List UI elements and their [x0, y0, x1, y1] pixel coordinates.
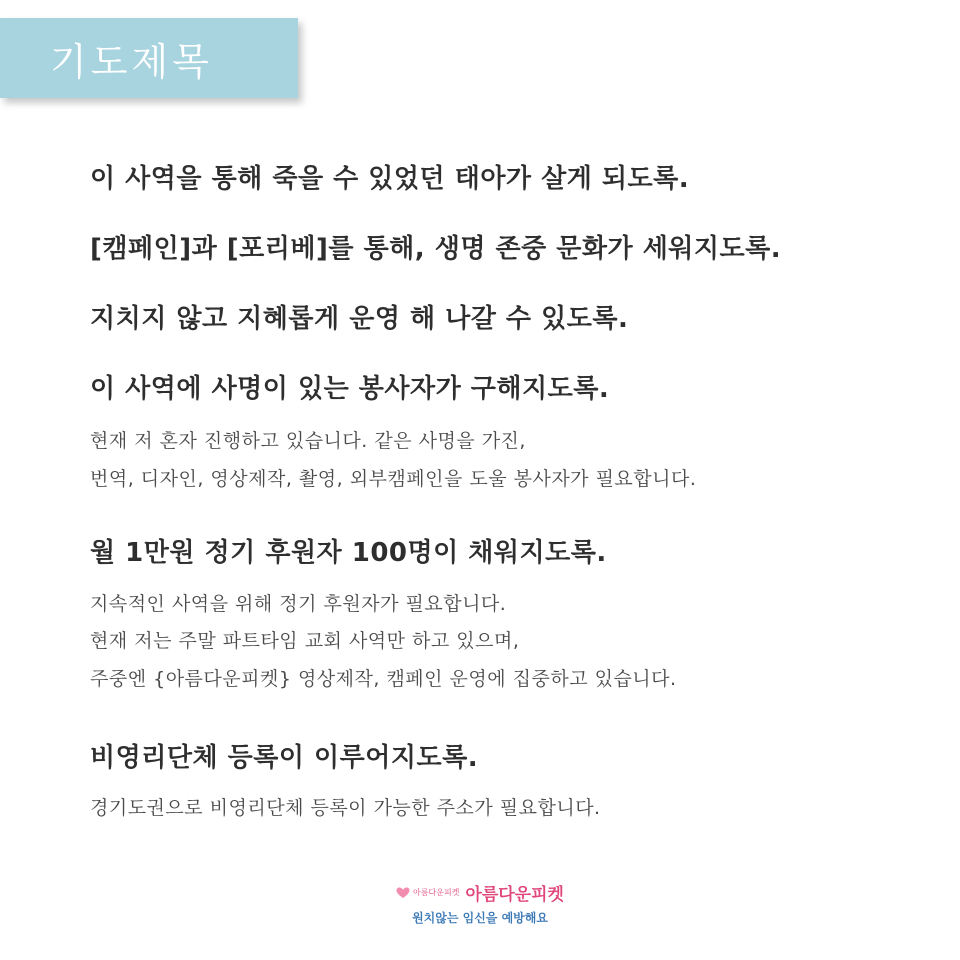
prayer-detail-6-1: 경기도권으로 비영리단체 등록이 가능한 주소가 필요합니다. [90, 797, 601, 819]
prayer-heading-1: 이 사역을 통해 죽을 수 있었던 태아가 살게 되도록. [90, 164, 690, 194]
prayer-detail-5-1: 지속적인 사역을 위해 정기 후원자가 필요합니다. [90, 593, 507, 615]
title-banner [0, 18, 298, 98]
page-title: 기도제목 [50, 39, 213, 84]
logo-slogan: 원치않는 임신을 예방해요 [412, 911, 548, 925]
logo-row [396, 880, 564, 905]
prayer-detail-4-1: 현재 저 혼자 진행하고 있습니다. 같은 사명을 가진, [90, 430, 526, 452]
logo-mark-text: 아름다운피켓 [413, 888, 460, 897]
prayer-heading-6: 비영리단체 등록이 이루어지도록. [90, 743, 479, 773]
prayer-heading-4: 이 사역에 사명이 있는 봉사자가 구해지도록. [90, 374, 610, 404]
prayer-heading-3: 지치지 않고 지혜롭게 운영 해 나갈 수 있도록. [90, 304, 629, 334]
heart-icon [396, 887, 410, 899]
prayer-heading-5: 월 1만원 정기 후원자 100명이 채워지도록. [90, 538, 607, 568]
logo [0, 880, 960, 926]
prayer-detail-4-2: 번역, 디자인, 영상제작, 촬영, 외부캠페인을 도울 봉사자가 필요합니다. [90, 468, 697, 490]
prayer-detail-5-2: 현재 저는 주말 파트타임 교회 사역만 하고 있으며, [90, 630, 520, 652]
prayer-heading-2: [캠페인]과 [포리베]를 통해, 생명 존중 문화가 세워지도록. [90, 234, 782, 264]
logo-mark [396, 887, 459, 899]
prayer-detail-5-3: 주중엔 {아름다운피켓} 영상제작, 캠페인 운영에 집중하고 있습니다. [90, 668, 677, 690]
logo-name: 아름다운피켓 [465, 885, 564, 905]
